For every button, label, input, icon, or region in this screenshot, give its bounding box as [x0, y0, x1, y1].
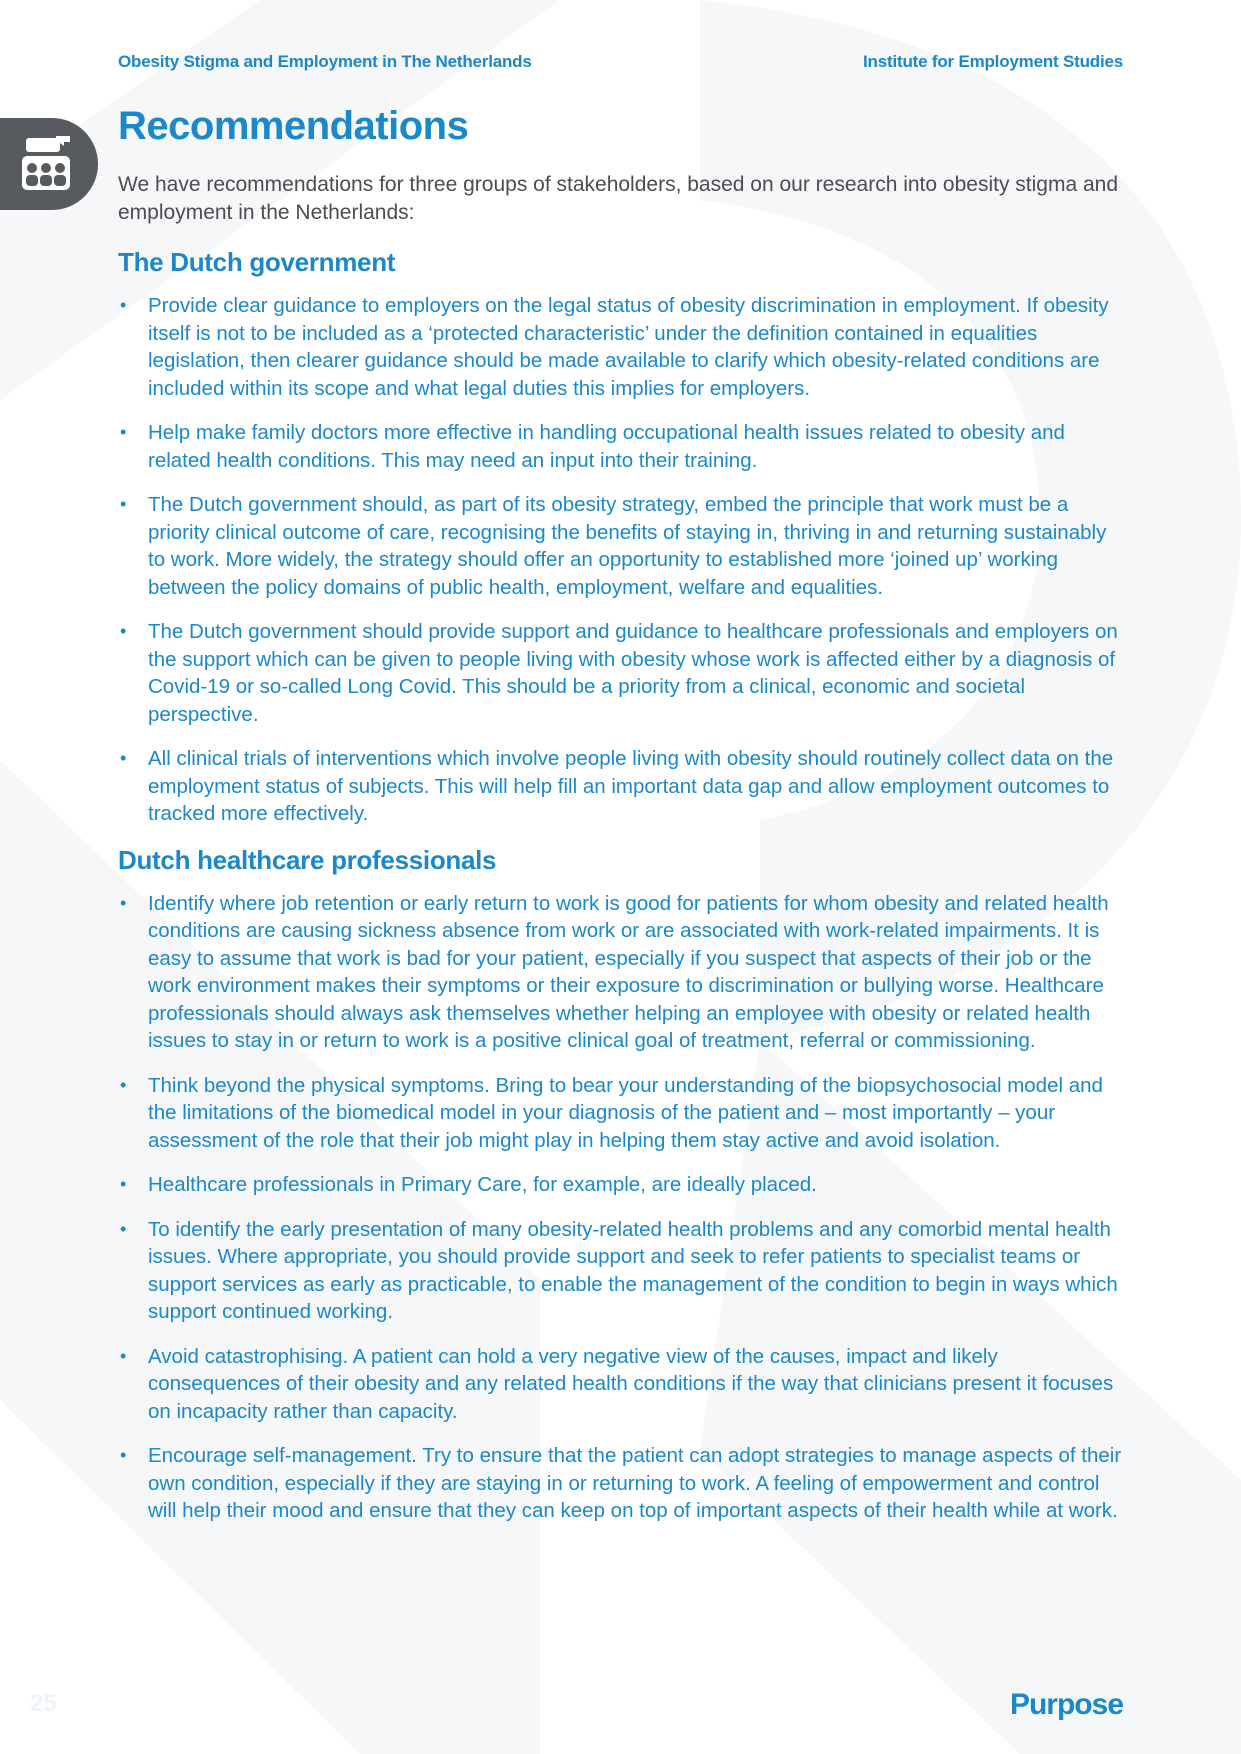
page-number: 25 — [30, 1690, 57, 1717]
list-item: • Help make family doctors more effective in handling occupational health issues related to obesity and related health conditions. This may need an input into their training. — [118, 419, 1123, 474]
group-people-icon — [16, 132, 76, 196]
government-recommendations-list — [118, 292, 1123, 828]
list-item: • Think beyond the physical symptoms. Bring to bear your understanding of the biopsychosocial model and the limitations of the biomedical model in your diagnosis of the patient and – most importantly – your assessment of the role that their job might play in helping them stay active and avoid isolation. — [118, 1072, 1123, 1155]
list-item: • Encourage self-management. Try to ensure that the patient can adopt strategies to manage aspects of their own condition, especially if they are staying in or returning to work. A feeling of empowerment and control will help their mood and ensure that they can keep on top of important aspects of their health while at work. — [118, 1442, 1123, 1525]
list-item: • All clinical trials of interventions which involve people living with obesity should routinely collect data on the employment status of subjects. This will help fill an important data gap and allow employment outcomes to tracked more effectively. — [118, 745, 1123, 828]
page-title: Recommendations — [118, 104, 469, 148]
healthcare-recommendations-list — [118, 890, 1123, 1525]
running-header-title: Obesity Stigma and Employment in The Netherlands — [118, 52, 532, 71]
section-heading-government: The Dutch government — [118, 247, 396, 277]
list-item: • The Dutch government should provide support and guidance to healthcare professionals and employers on the support which can be given to people living with obesity whose work is affected either by a diagnosis of Covid-19 or so-called Long Covid. This should be a priority from a clinical, economic and societal perspective. — [118, 618, 1123, 728]
list-item: • To identify the early presentation of many obesity-related health problems and any comorbid mental health issues. Where appropriate, you should provide support and seek to refer patients to specialist teams or support services as early as practicable, to enable the management of the condition to begin in ways which support continued working. — [118, 1216, 1123, 1326]
list-item: • Healthcare professionals in Primary Care, for example, are ideally placed. — [118, 1171, 1123, 1199]
list-item: • Avoid catastrophising. A patient can hold a very negative view of the causes, impact and likely consequences of their obesity and any related health conditions if the way that clinicians present it focuses on incapacity rather than capacity. — [118, 1343, 1123, 1426]
running-header-organisation: Institute for Employment Studies — [863, 52, 1123, 71]
list-item: • Provide clear guidance to employers on the legal status of obesity discrimination in employment. If obesity itself is not to be included as a ‘protected characteristic’ under the definition contained in equalities legislation, then clearer guidance should be made available to clarify which obesity-related conditions are included within its scope and what legal duties this implies for employers. — [118, 292, 1123, 402]
main-content — [118, 104, 1123, 1542]
footer-section-label: Purpose — [1009, 1688, 1123, 1721]
section-heading-healthcare: Dutch healthcare professionals — [118, 844, 497, 875]
list-item: • The Dutch government should, as part of its obesity strategy, embed the principle that work must be a priority clinical outcome of care, recognising the benefits of staying in, thriving in and returning sustainably to work. More widely, the strategy should offer an opportunity to established more ‘joined up’ working between the policy domains of public health, employment, welfare and equalities. — [118, 491, 1123, 601]
section-tab — [0, 118, 98, 210]
intro-paragraph: We have recommendations for three groups of stakeholders, based on our research into obesity stigma and employment in the Netherlands: — [118, 173, 1119, 224]
list-item: • Identify where job retention or early return to work is good for patients for whom obesity and related health conditions are causing sickness absence from work or are associated with work-related impairments. It is easy to assume that work is bad for your patient, especially if you suspect that aspects of their job or the work environment makes their symptoms or their exposure to discrimination or bullying worse. Healthcare professionals should always ask themselves whether helping an employee with obesity or related health issues to stay in or return to work is a positive clinical goal of treatment, referral or commissioning. — [118, 890, 1123, 1055]
